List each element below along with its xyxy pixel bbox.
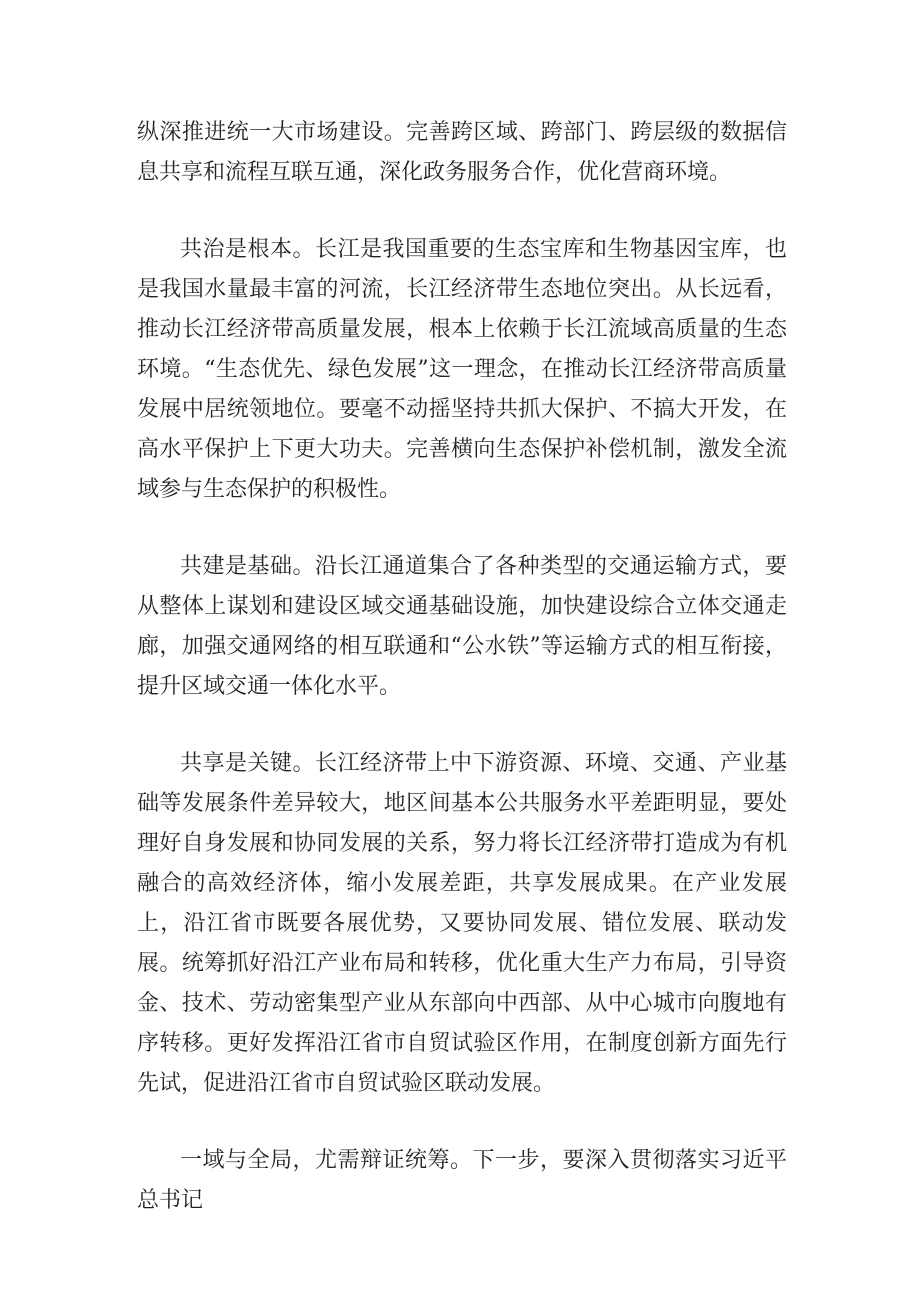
document-body: [137, 113, 787, 1258]
paragraph-overall-planning: 一域与全局，尤需辩证统筹。下一步，要深入贯彻落实习近平总书记: [137, 1148, 787, 1213]
paragraph-co-sharing: 共享是关键。长江经济带上中下游资源、环境、交通、产业基础等发展条件差异较大，地区间基本公共服务水平差距明显，要处理好自身发展和协同发展的关系，努力将长江经济带打造成为有机融合的高效经济体，缩小发展差距，共享发展成果。在产业发展上，沿江省市既要各展优势，又要协同发展、错位发展、联动发展。统筹抓好沿江产业布局和转移，优化重大生产力布局，引导资金、技术、劳动密集型产业从东部向中西部、从中心城市向腹地有序转移。更好发挥沿江省市自贸试验区作用，在制度创新方面先行先试，促进沿江省市自贸试验区联动发展。: [137, 751, 787, 1096]
paragraph-co-construction: 共建是基础。沿长江通道集合了各种类型的交通运输方式，要从整体上谋划和建设区域交通基础设施，加快建设综合立体交通走廊，加强交通网络的相互联通和“公水铁”等运输方式的相互衔接，提升区域交通一体化水平。: [137, 554, 787, 699]
paragraph-market-integration: 纵深推进统一大市场建设。完善跨区域、跨部门、跨层级的数据信息共享和流程互联互通，深化政务服务合作，优化营商环境。: [137, 120, 787, 185]
paragraph-co-governance: 共治是根本。长江是我国重要的生态宝库和生物基因宝库，也是我国水量最丰富的河流，长江经济带生态地位突出。从长远看，推动长江经济带高质量发展，根本上依赖于长江流域高质量的生态环境。“生态优先、绿色发展”这一理念，在推动长江经济带高质量发展中居统领地位。要毫不动摇坚持共抓大保护、不搞大开发，在高水平保护上下更大功夫。完善横向生态保护补偿机制，激发全流域参与生态保护的积极性。: [137, 237, 787, 502]
